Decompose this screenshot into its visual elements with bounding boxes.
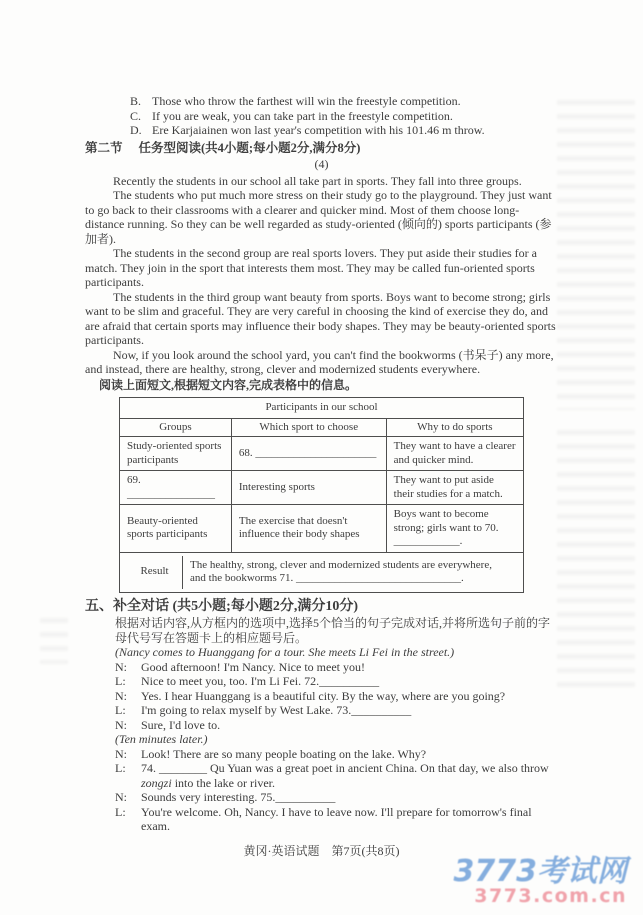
result-text-blank-71: The healthy, strong, clever and modernized students are everywhere, and the bookworms 71. ______________________________. (190, 558, 492, 584)
dialogue-text-blank-72: Nice to meet you, too. I'm Li Fei. 72.__________ (141, 674, 380, 688)
option-row-c (85, 109, 558, 124)
section2-heading-number: 第二节 (85, 140, 123, 155)
speaker-label: N: (115, 790, 127, 804)
dialogue-line (115, 718, 558, 733)
section2-heading-title: 任务型阅读(共4小题;每小题2分,满分8分) (138, 140, 361, 155)
dialogue-line (115, 747, 558, 762)
speaker-label: L: (115, 674, 126, 688)
dialogue-text-italic: zongzi (141, 775, 172, 790)
table-cell-blank-69: 69. ________________ (120, 471, 232, 505)
speaker-label: N: (115, 659, 127, 674)
table-header-sport: Which sport to choose (231, 418, 386, 437)
table-cell: Beauty-oriented sports participants (120, 505, 232, 553)
dialogue-line (115, 674, 558, 689)
speaker-label: L: (115, 804, 126, 819)
passage-paragraph: Now, if you look around the school yard, you can't find the bookworms (书呆子) any more, and instead, there are healthy, strong, clever and modernized students everywhere. (85, 347, 554, 376)
section2-heading (85, 141, 558, 156)
page-footer: 黄冈·英语试题 第7页(共8页) (243, 843, 400, 858)
table-row (120, 437, 524, 471)
dialogue-line (115, 761, 558, 790)
passage-paragraph: The students in the third group want beauty from sports. Boys want to become strong; girls want to be slim and graceful. They are very careful in choosing the kind of exercise they do, and are afraid that certain sports may influence their body shapes. They may be beauty-oriented sports participants. (85, 289, 556, 347)
table-row (120, 505, 524, 553)
table-row (120, 471, 524, 505)
scene-direction: (Nancy comes to Huanggang for a tour. She meets Li Fei in the street.) (115, 645, 455, 659)
dialogue-text: Sure, I'd love to. (141, 717, 221, 732)
passage-number: (4) (314, 157, 329, 171)
passage-paragraph: Recently the students in our school all take part in sports. They fall into three groups. (113, 173, 522, 188)
option-text: If you are weak, you can take part in the freestyle competition. (152, 108, 453, 123)
dialogue-text: You're welcome. Oh, Nancy. I have to leave now. I'll prepare for tomorrow's final exam. (141, 804, 532, 833)
table-cell: Study-oriented sports participants (120, 437, 232, 471)
table-cell-blank-68: 68. ______________________ (231, 437, 386, 471)
dialogue-line (115, 703, 558, 718)
dialogue-text-blank-73: I'm going to relax myself by West Lake. 73.__________ (141, 703, 412, 717)
participants-table (119, 397, 524, 593)
scan-bleed-artifact (557, 100, 635, 410)
speaker-label: L: (115, 761, 126, 775)
passage-paragraph: The students in the second group are real sports lovers. They put aside their studies for a match. They join in the sport that interests them most. They may be called fun-oriented sports participants. (85, 246, 538, 289)
table-result-row (120, 552, 524, 592)
dialogue-text: into the lake or river. (171, 775, 275, 790)
option-label: B. (130, 94, 142, 108)
dialogue-text: Look! There are so many people boating on the lake. Why? (141, 746, 427, 761)
dialogue-line (115, 805, 558, 834)
page-content (85, 94, 558, 858)
table-header-why: Why to do sports (386, 418, 523, 437)
option-label: D. (130, 123, 142, 137)
dialogue-text-blank-75: Sounds very interesting. 75.__________ (141, 790, 336, 804)
passage-paragraph: The students who put much more stress on their study go to the playground. They just want to go back to their classrooms with a clearer and quicker mind. Most of them choose long-distance running. So they can be well regarded as study-oriented (倾向的) sports participants (参加者). (85, 188, 552, 246)
table-caption: Participants in our school (120, 398, 524, 419)
option-row-b (85, 94, 558, 109)
watermark-site-name: 3773考试网 (453, 853, 627, 889)
dialogue-text: Yes. I hear Huanggang is a beautiful city. By the way, where are you going? (141, 688, 506, 703)
table-cell: They want to put aside their studies for a match. (386, 471, 523, 505)
speaker-label: L: (115, 703, 126, 717)
section5-heading: 五、补全对话 (共5小题;每小题2分,满分10分) (85, 598, 358, 614)
watermark (453, 853, 628, 908)
stage-direction-text: (Ten minutes later.) (115, 732, 208, 746)
watermark-site-url: 3773.com.cn (474, 885, 627, 908)
scan-bleed-artifact (557, 430, 635, 695)
speaker-label: N: (115, 688, 127, 703)
dialogue-line (115, 790, 558, 805)
dialogue-text: Good afternoon! I'm Nancy. Nice to meet you! (141, 659, 365, 674)
dialogue-line (115, 689, 558, 704)
result-label: Result (127, 556, 183, 589)
dialogue-text-blank-74: 74. ________ Qu Yuan was a great poet in ancient China. On that day, we also throw (141, 761, 549, 775)
option-text: Those who throw the farthest will win the freestyle competition. (152, 94, 461, 108)
dialogue-line (115, 660, 558, 675)
table-cell-blank-70: Boys want to become strong; girls want to 70. ____________. (386, 505, 523, 553)
speaker-label: N: (115, 717, 127, 732)
table-instruction: 阅读上面短文,根据短文内容,完成表格中的信息。 (99, 377, 358, 392)
dialogue-instruction: 根据对话内容,从方框内的选项中,选择5个恰当的句子完成对话,并将所选句子前的字母代号写在答题卡上的相应题号后。 (115, 616, 551, 645)
table-cell: The exercise that doesn't influence their body shapes (231, 505, 386, 553)
stage-direction (115, 732, 558, 747)
table-header-groups: Groups (120, 418, 232, 437)
scan-bleed-artifact (40, 618, 68, 664)
speaker-label: N: (115, 746, 127, 761)
option-text: Ere Karjaiainen won last year's competition with his 101.46 m throw. (152, 123, 485, 137)
option-label: C. (130, 108, 142, 123)
dialogue (115, 660, 558, 834)
option-row-d (85, 123, 558, 138)
table-cell: Interesting sports (231, 471, 386, 505)
table-cell: They want to have a clearer and quicker mind. (386, 437, 523, 471)
